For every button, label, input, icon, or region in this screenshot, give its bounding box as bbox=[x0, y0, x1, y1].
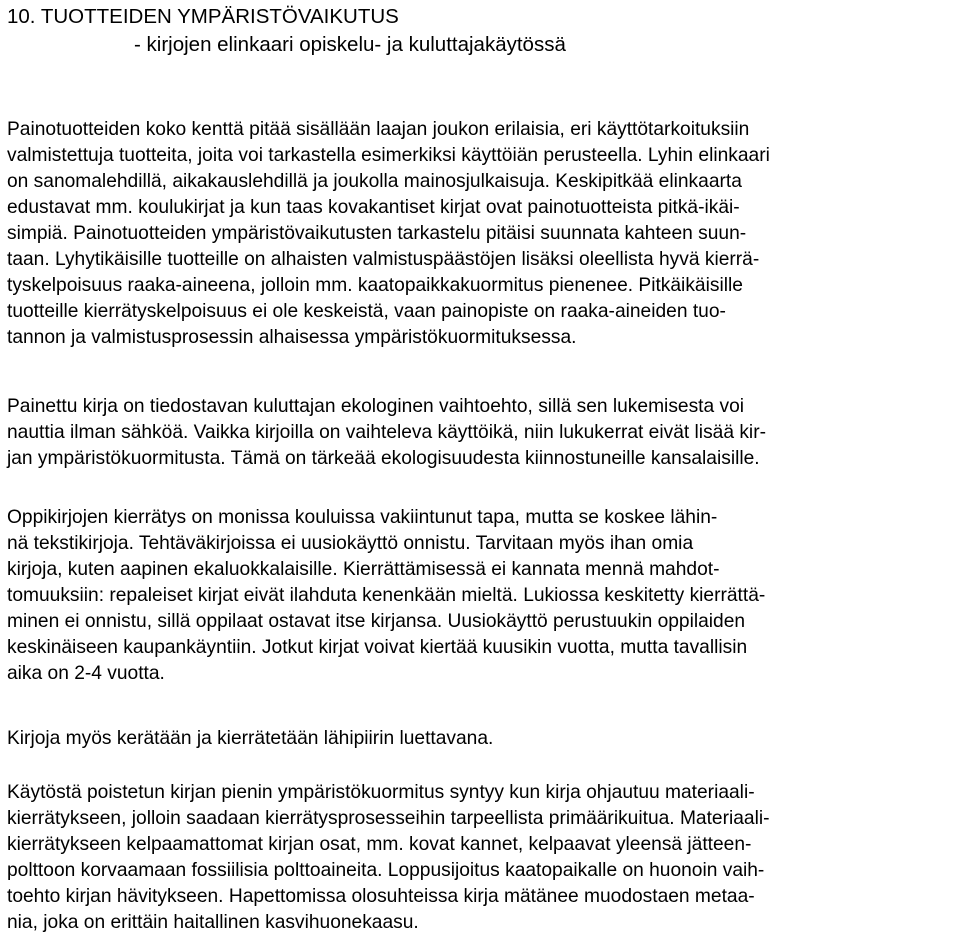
paragraph-line: Käytöstä poistetun kirjan pienin ympäristökuormitus syntyy kun kirja ohjautuu materiaali- bbox=[7, 782, 755, 803]
section-title: 10. TUOTTEIDEN YMPÄRISTÖVAIKUTUS bbox=[7, 5, 399, 28]
paragraph-line: Painettu kirja on tiedostavan kuluttajan ekologinen vaihtoehto, sillä sen lukemisesta voi bbox=[7, 396, 745, 417]
paragraph-line: jan ympäristökuormitusta. Tämä on tärkeää ekologisuudesta kiinnostuneille kansalaisille. bbox=[7, 448, 760, 469]
section-heading bbox=[7, 3, 566, 59]
paragraph-1 bbox=[7, 117, 959, 351]
paragraph-line: tomuuksiin: repaleiset kirjat eivät ilahduta kenenkään mieltä. Lukiossa keskitetty kierrättä- bbox=[7, 585, 766, 606]
paragraph-line: polttoon korvaamaan fossiilisia polttoaineita. Loppusijoitus kaatopaikalle on huonoin vaih- bbox=[7, 860, 765, 881]
paragraph-line: kierrätykseen kelpaamattomat kirjan osat, mm. kovat kannet, kelpaavat yleensä jätteen- bbox=[7, 834, 752, 855]
paragraph-line: taan. Lyhytikäisille tuotteille on alhaisten valmistuspäästöjen lisäksi oleellista hyvä kierrä- bbox=[7, 249, 760, 270]
paragraph-2 bbox=[7, 394, 959, 472]
paragraph-line: on sanomalehdillä, aikakauslehdillä ja joukolla mainosjulkaisuja. Keskipitkää elinkaarta bbox=[7, 171, 742, 192]
section-subtitle: - kirjojen elinkaari opiskelu- ja kuluttajakäytössä bbox=[134, 33, 566, 56]
paragraph-line: Oppikirjojen kierrätys on monissa kouluissa vakiintunut tapa, mutta se koskee lähin- bbox=[7, 507, 718, 528]
paragraph-5 bbox=[7, 780, 959, 936]
paragraph-line: edustavat mm. koulukirjat ja kun taas kovakantiset kirjat ovat painotuotteista pitkä-ikäi- bbox=[7, 197, 740, 218]
paragraph-line: nä tekstikirjoja. Tehtäväkirjoissa ei uusiokäyttö onnistu. Tarvitaan myös ihan omia bbox=[7, 533, 694, 554]
paragraph-line: kierrätykseen, jolloin saadaan kierrätysprosesseihin tarpeellista primäärikuitua. Materiaali- bbox=[7, 808, 770, 829]
paragraph-4 bbox=[7, 726, 959, 752]
paragraph-line: nauttia ilman sähköä. Vaikka kirjoilla on vaihteleva käyttöikä, niin lukukerrat eivät lisää kir- bbox=[7, 422, 766, 443]
paragraph-line: kirjoja, kuten aapinen ekaluokkalaisille. Kierrättämisessä ei kannata mennä mahdot- bbox=[7, 559, 720, 580]
paragraph-3 bbox=[7, 505, 959, 687]
paragraph-line: tannon ja valmistusprosessin alhaisessa ympäristökuormituksessa. bbox=[7, 327, 577, 348]
paragraph-line: keskinäiseen kaupankäyntiin. Jotkut kirjat voivat kiertää kuusikin vuotta, mutta tavallisin bbox=[7, 637, 748, 658]
paragraph-line: nia, joka on erittäin haitallinen kasvihuonekaasu. bbox=[7, 912, 419, 933]
paragraph-line: tyskelpoisuus raaka-aineena, jolloin mm. kaatopaikkakuormitus pienenee. Pitkäikäisille bbox=[7, 275, 743, 296]
paragraph-line: Painotuotteiden koko kenttä pitää sisällään laajan joukon erilaisia, eri käyttötarkoituksiin bbox=[7, 119, 750, 140]
paragraph-line: valmistettuja tuotteita, joita voi tarkastella esimerkiksi käyttöiän perusteella. Lyhin elinkaari bbox=[7, 145, 770, 166]
paragraph-line: minen ei onnistu, sillä oppilaat ostavat itse kirjansa. Uusiokäyttö perustuukin oppilaiden bbox=[7, 611, 746, 632]
paragraph-line: tuotteille kierrätyskelpoisuus ei ole keskeistä, vaan painopiste on raaka-aineiden tuo- bbox=[7, 301, 726, 322]
paragraph-line: aika on 2-4 vuotta. bbox=[7, 663, 165, 684]
paragraph-line: simpiä. Painotuotteiden ympäristövaikutusten tarkastelu pitäisi suunnata kahteen suun- bbox=[7, 223, 747, 244]
paragraph-line: toehto kirjan hävitykseen. Hapettomissa olosuhteissa kirja mätänee muodostaen metaa- bbox=[7, 886, 755, 907]
paragraph-line: Kirjoja myös kerätään ja kierrätetään lähipiirin luettavana. bbox=[7, 728, 494, 749]
